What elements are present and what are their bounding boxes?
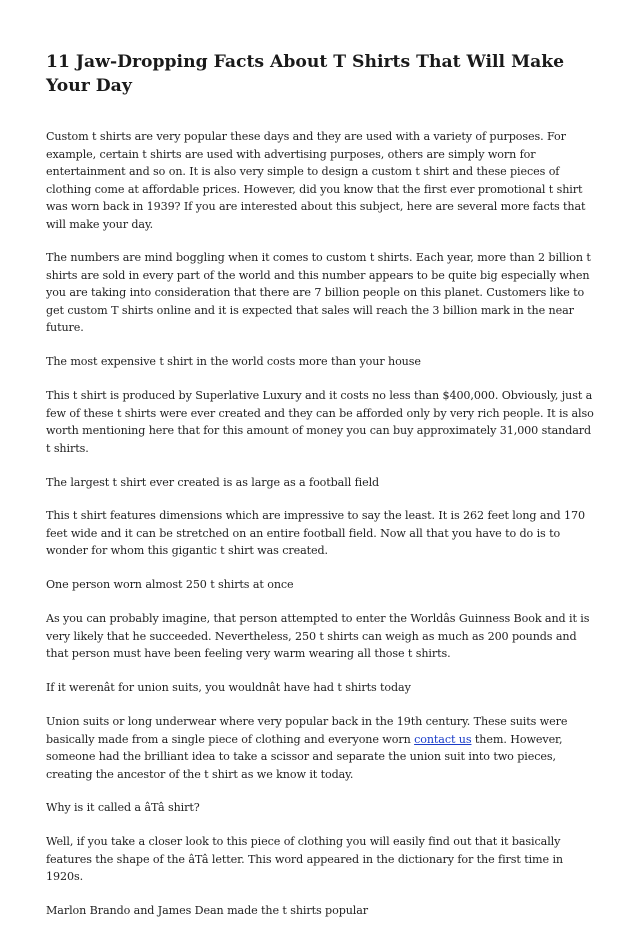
page-title: 11 Jaw-Dropping Facts About T Shirts That Will Make Your Day [46, 52, 565, 96]
union-text-before: Union suits or long underwear where very popular back in the 19th century. These suits were basically made from a single piece of clothing and everyone worn [46, 715, 568, 746]
subheading-why-t: Why is it called a âTâ shirt? [46, 801, 200, 815]
subheading-250-shirts: One person worn almost 250 t shirts at once [46, 578, 294, 592]
document-page [46, 50, 594, 936]
guinness-paragraph: As you can probably imagine, that person attempted to enter the Worldâs Guinness Book and it is very likely that he succeeded. Nevertheless, 250 t shirts can weigh as much as 200 pounds and that person must have been feeling very warm wearing all those t shirts. [46, 612, 590, 661]
subheading-brando-dean: Marlon Brando and James Dean made the t shirts popular [46, 904, 369, 918]
subheading-largest: The largest t shirt ever created is as large as a football field [46, 475, 380, 489]
intro-paragraph: Custom t shirts are very popular these days and they are used with a variety of purposes. For example, certain t shirts are used with advertising purposes, others are simply worn for entertainment and so on. It is also very simple to design a custom t shirt and these pieces of clothing come at affordable prices. However, did you know that the first ever promotional t shirt was worn back in 1939? If you are interested about this subject, here are several more facts that will make your day. [46, 130, 586, 231]
union-suits-paragraph [46, 713, 594, 783]
subheading-expensive: The most expensive t shirt in the world costs more than your house [46, 355, 421, 369]
numbers-paragraph: The numbers are mind boggling when it comes to custom t shirts. Each year, more than 2 billion t shirts are sold in every part of the world and this number appears to be quite big especially when you are taking into consideration that there are 7 billion people on this planet. Customers like to get custom T shirts online and it is expected that sales will reach the 3 billion mark in the near future. [46, 251, 591, 335]
t-shape-paragraph: Well, if you take a closer look to this piece of clothing you will easily find out that it basically features the shape of the âTâ letter. This word appeared in the dictionary for the first time in 1920s. [46, 835, 563, 884]
union-text-after: them. However, someone had the brilliant idea to take a scissor and separate the union suit into two pieces, creating the ancestor of the t shirt as we know it today. [46, 732, 563, 781]
expensive-paragraph: This t shirt is produced by Superlative Luxury and it costs no less than $400,000. Obviously, just a few of these t shirts were ever created and they can be afforded only by very rich people. It is also worth mentioning here that for this amount of money you can buy approximately 31,000 standard t shirts. [46, 389, 594, 455]
largest-paragraph: This t shirt features dimensions which are impressive to say the least. It is 262 feet long and 170 feet wide and it can be stretched on an entire football field. Now all that you have to do is to wonder for whom this gigantic t shirt was created. [46, 509, 585, 558]
subheading-union-suits: If it werenât for union suits, you wouldnât have had t shirts today [46, 681, 411, 695]
contact-us-link[interactable]: contact us [414, 732, 472, 746]
